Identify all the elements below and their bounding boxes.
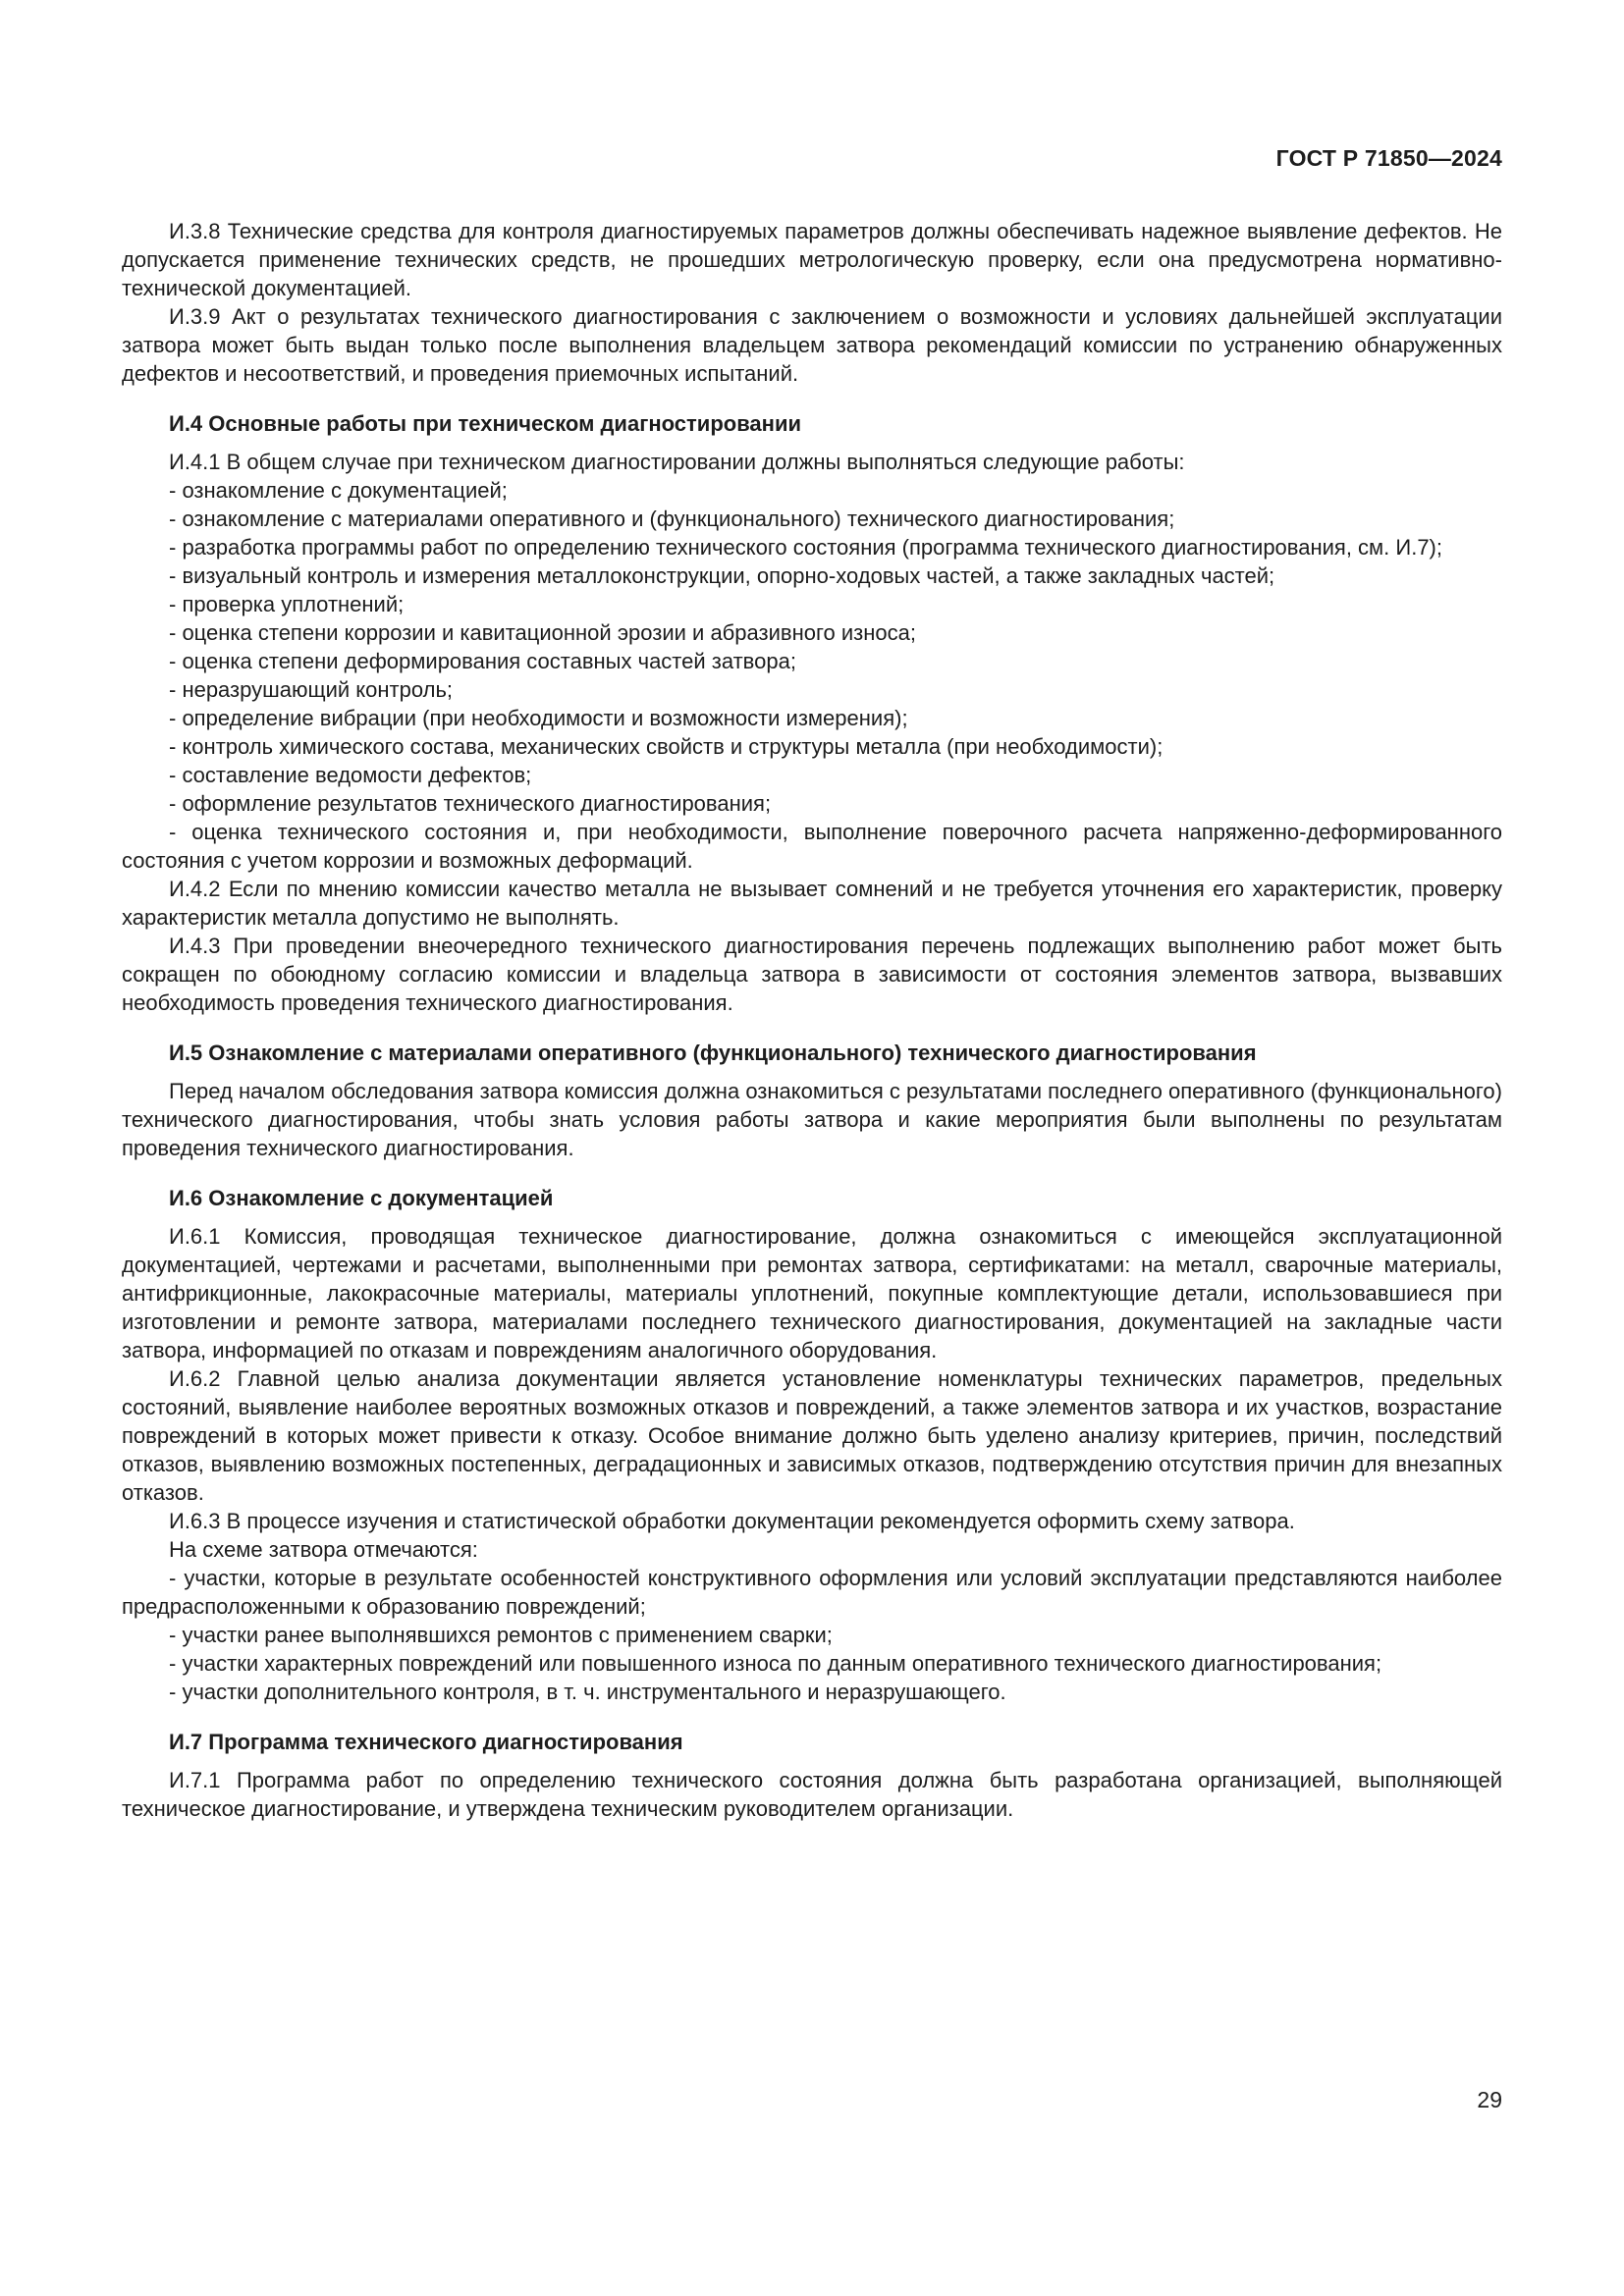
- document-content: [122, 217, 1502, 1823]
- list-item: - участки ранее выполнявшихся ремонтов с применением сварки;: [169, 1623, 833, 1647]
- paragraph: И.6.3 В процессе изучения и статистической обработки документации рекомендуется оформить схему затвора.: [169, 1509, 1295, 1533]
- paragraph: На схеме затвора отмечаются:: [169, 1537, 478, 1562]
- paragraph: И.4.3 При проведении внеочередного технического диагностирования перечень подлежащих выполнению работ может быть сокращен по обоюдному согласию комиссии и владельца затвора в зависимости от состояния элементов затвора, вызвавших необходимость проведения технического диагностирования.: [122, 934, 1502, 1015]
- list-item: - ознакомление с документацией;: [169, 478, 508, 503]
- list-item: - неразрушающий контроль;: [169, 677, 454, 702]
- paragraph: И.3.9 Акт о результатах технического диагностирования с заключением о возможности и условиях дальнейшей эксплуатации затвора может быть выдан только после выполнения владельцем затвора рекомендаций комиссии по устранению обнаруженных дефектов и несоответствий, и проведения приемочных испытаний.: [122, 304, 1502, 386]
- paragraph: И.4.1 В общем случае при техническом диагностировании должны выполняться следующие работы:: [169, 450, 1185, 474]
- list-item: - оформление результатов технического диагностирования;: [169, 791, 772, 816]
- section-heading: И.5 Ознакомление с материалами оперативного (функционального) технического диагностирования: [169, 1041, 1257, 1065]
- list-item: - определение вибрации (при необходимости и возможности измерения);: [169, 706, 908, 730]
- section-heading: И.7 Программа технического диагностирования: [169, 1730, 683, 1754]
- section-heading: И.4 Основные работы при техническом диагностировании: [169, 411, 802, 436]
- paragraph: Перед началом обследования затвора комиссия должна ознакомиться с результатами последнего оперативного (функционального) технического диагностирования, чтобы знать условия работы затвора и какие мероприятия были выполнены по результатам проведения технического диагностирования.: [122, 1079, 1502, 1160]
- list-item: - визуальный контроль и измерения металлоконструкции, опорно-ходовых частей, а также закладных частей;: [169, 563, 1275, 588]
- list-item: - проверка уплотнений;: [169, 592, 405, 616]
- list-item: - ознакомление с материалами оперативного и (функционального) технического диагностирования;: [169, 507, 1175, 531]
- list-item: - контроль химического состава, механических свойств и структуры металла (при необходимости);: [169, 734, 1164, 759]
- document-header: ГОСТ Р 71850—2024: [1275, 145, 1502, 171]
- list-item: - участки, которые в результате особенностей конструктивного оформления или условий эксплуатации представляются наиболее предрасположенными к образованию повреждений;: [122, 1566, 1502, 1619]
- section-heading: И.6 Ознакомление с документацией: [169, 1186, 554, 1210]
- paragraph: И.4.2 Если по мнению комиссии качество металла не вызывает сомнений и не требуется уточнения его характеристик, проверку характеристик металла допустимо не выполнять.: [122, 877, 1502, 930]
- list-item: - оценка технического состояния и, при необходимости, выполнение поверочного расчета напряженно-деформированного состояния с учетом коррозии и возможных деформаций.: [122, 820, 1502, 873]
- paragraph: И.3.8 Технические средства для контроля диагностируемых параметров должны обеспечивать надежное выявление дефектов. Не допускается применение технических средств, не прошедших метрологическую проверку, если она предусмотрена нормативно-технической документацией.: [122, 219, 1502, 300]
- paragraph: И.7.1 Программа работ по определению технического состояния должна быть разработана организацией, выполняющей техническое диагностирование, и утверждена техническим руководителем организации.: [122, 1768, 1502, 1821]
- paragraph: И.6.1 Комиссия, проводящая техническое диагностирование, должна ознакомиться с имеющейся эксплуатационной документацией, чертежами и расчетами, выполненными при ремонтах затвора, сертификатами: на металл, сварочные материалы, антифрикционные, лакокрасочные материалы, материалы уплотнений, покупные комплектующие детали, использовавшиеся при изготовлении и ремонте затвора, материалами последнего технического диагностирования, документацией на закладные части затвора, информацией по отказам и повреждениям аналогичного оборудования.: [122, 1224, 1502, 1362]
- list-item: - оценка степени коррозии и кавитационной эрозии и абразивного износа;: [169, 620, 916, 645]
- list-item: - разработка программы работ по определению технического состояния (программа технического диагностирования, см. И.7);: [169, 535, 1442, 560]
- list-item: - составление ведомости дефектов;: [169, 763, 532, 787]
- list-item: - участки характерных повреждений или повышенного износа по данным оперативного технического диагностирования;: [169, 1651, 1382, 1676]
- paragraph: И.6.2 Главной целью анализа документации является установление номенклатуры технических параметров, предельных состояний, выявление наиболее вероятных возможных отказов и повреждений, а также элементов затвора и их участков, возрастание повреждений в которых может привести к отказу. Особое внимание должно быть уделено анализу критериев, причин, последствий отказов, выявлению возможных постепенных, деградационных и зависимых отказов, подтверждению отсутствия причин для внезапных отказов.: [122, 1366, 1502, 1505]
- list-item: - оценка степени деформирования составных частей затвора;: [169, 649, 796, 673]
- page-number: 29: [1477, 2087, 1502, 2112]
- list-item: - участки дополнительного контроля, в т. ч. инструментального и неразрушающего.: [169, 1680, 1006, 1704]
